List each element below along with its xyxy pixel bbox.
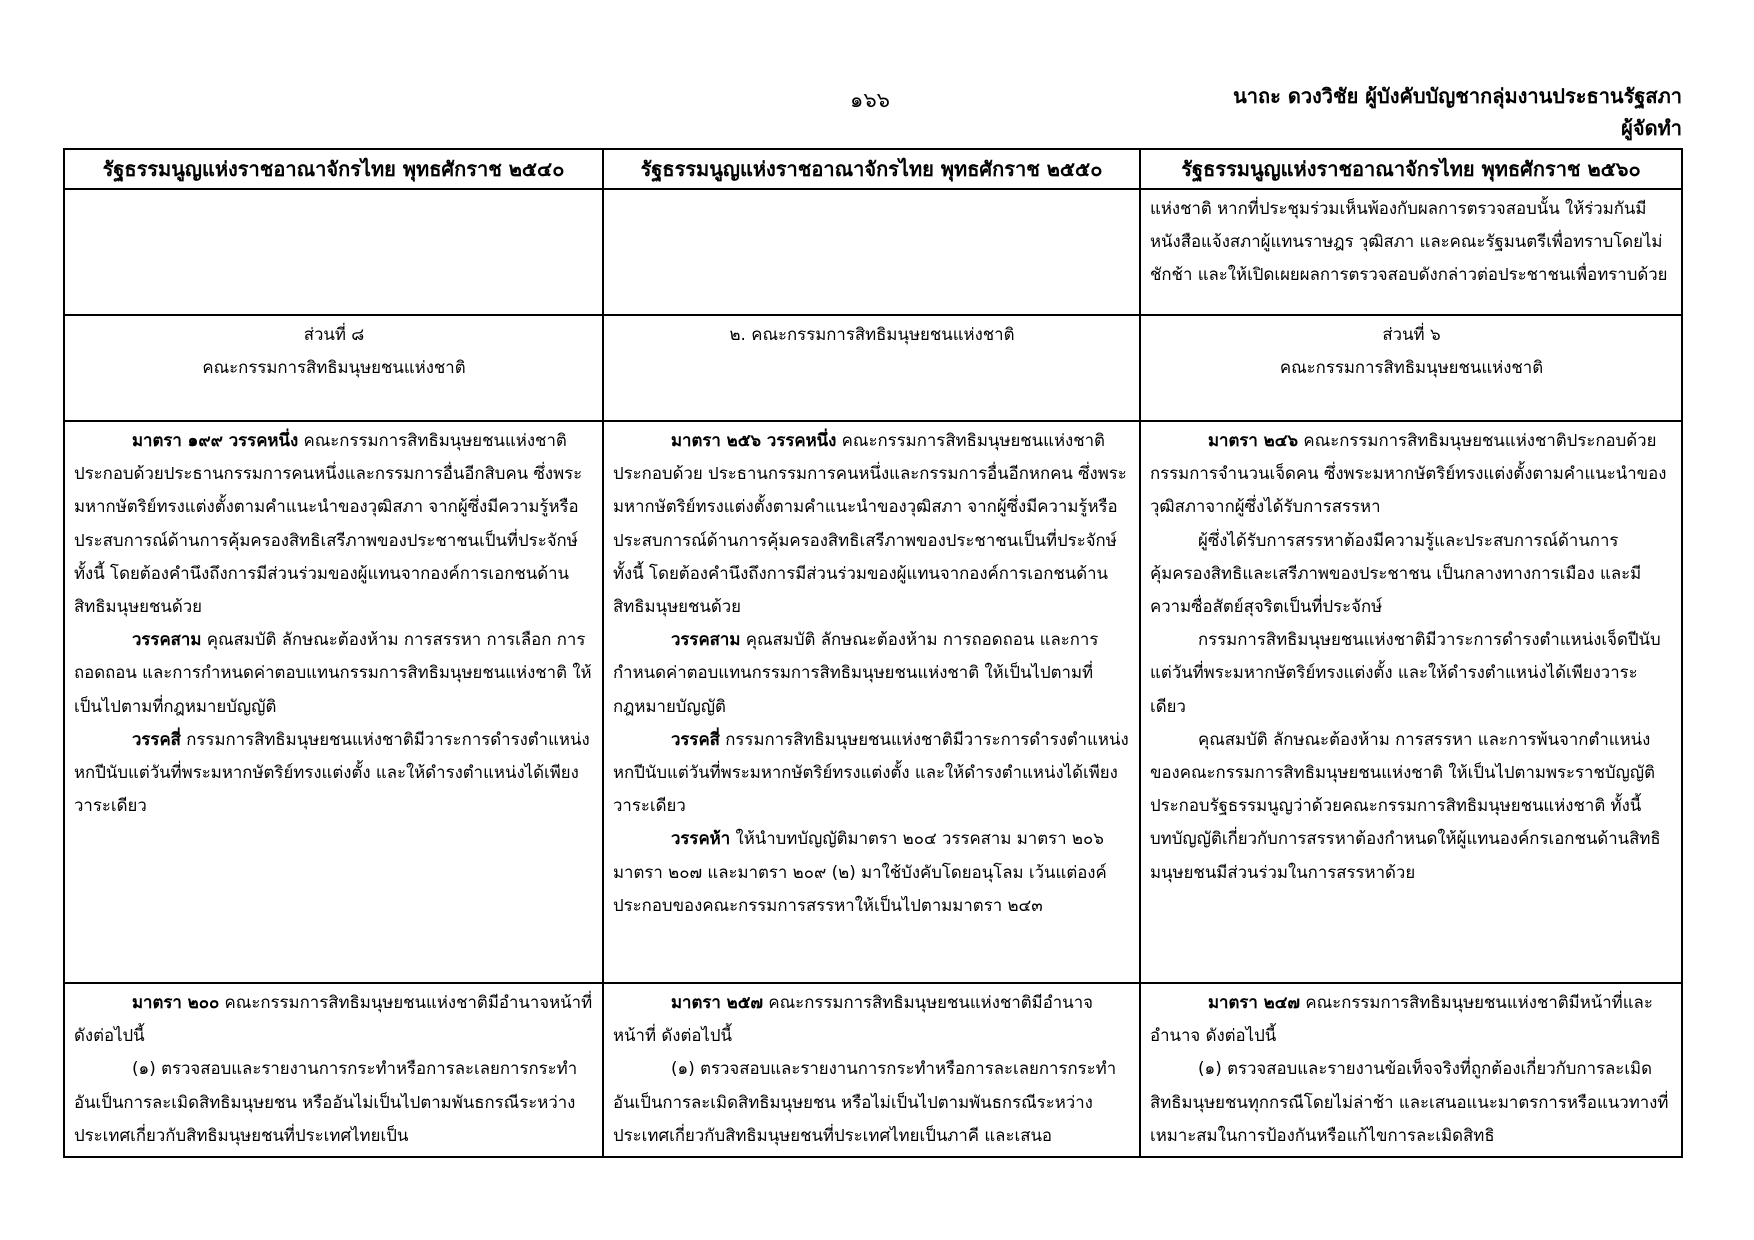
section-heading-cell [603,315,1140,421]
article-text: กรรมการสิทธิมนุษยชนแห่งชาติมีวาระการดำรงตำแหน่งหกปีนับแต่วันที่พระมหากษัตริย์ทรงแต่งตั้ง และให้ดำรงตำแหน่งได้เพียงวาระเดียว [74,728,590,816]
cell-text [64,983,603,1157]
section-title: คณะกรรมการสิทธิมนุษยชนแห่งชาติ [1279,357,1544,378]
paragraph [613,723,1131,823]
cell-text [1140,421,1682,983]
cell-empty [64,189,603,315]
table-row [64,421,1682,983]
paragraph: ผู้ซึ่งได้รับการสรรหาต้องมีความรู้และประสบการณ์ด้านการคุ้มครองสิทธิและเสรีภาพของประชาชน เป็นกลางทางการเมือง และมีความซื่อสัตย์สุจริตเป็นที่ประจักษ์ [1150,529,1642,617]
author-block [1233,80,1682,144]
column-header-2540: รัฐธรรมนูญแห่งราชอาณาจักรไทย พุทธศักราช ๒๕๔๐ [64,149,603,189]
section-title: คณะกรรมการสิทธิมนุษยชนแห่งชาติ [202,357,466,378]
section-number: ส่วนที่ ๖ [1382,324,1441,344]
section-heading-cell [1140,315,1682,421]
article-label: วรรคสาม [132,629,202,650]
article-text: กรรมการสิทธิมนุษยชนแห่งชาติมีวาระการดำรงตำแหน่งหกปีนับแต่วันที่พระมหากษัตริย์ทรงแต่งตั้ง และให้ดำรงตำแหน่งได้เพียงวาระเดียว [613,728,1129,816]
article-label: วรรคสาม [671,629,741,650]
article-text: คณะกรรมการสิทธิมนุษยชนแห่งชาติประกอบด้วยกรรมการจำนวนเจ็ดคน ซึ่งพระมหากษัตริย์ทรงแต่งตั้งตามคำแนะนำของวุฒิสภาจากผู้ซึ่งได้รับการสรรหา [1150,430,1667,517]
article-label: มาตรา ๒๔๖ [1208,430,1299,450]
article-text: ให้นำบทบัญญัติมาตรา ๒๐๔ วรรคสาม มาตรา ๒๐๖ มาตรา ๒๐๗ และมาตรา ๒๐๙ (๒) มาใช้บังคับโดยอนุโลม เว้นแต่องค์ประกอบของคณะกรรมการสรรหาให้เป็นไปตามมาตรา ๒๔๓ [613,828,1107,915]
table-row [64,983,1682,1157]
paragraph: (๑) ตรวจสอบและรายงานการกระทำหรือการละเลยการกระทำอันเป็นการละเมิดสิทธิมนุษยชน หรืออันไม่เป็นไปตามพันธกรณีระหว่างประเทศเกี่ยวกับสิทธิมนุษยชนที่ประเทศไทยเป็น [74,1058,578,1145]
article-label: มาตรา ๑๙๙ วรรคหนึ่ง [132,430,299,450]
section-heading-cell [64,315,603,421]
page-number: ๑๖๖ [850,88,890,112]
article-label: วรรคสี่ [132,728,181,749]
cell-text [1140,189,1682,315]
article-label: มาตรา ๒๕๖ วรรคหนึ่ง [671,430,837,450]
column-header-2560: รัฐธรรมนูญแห่งราชอาณาจักรไทย พุทธศักราช ๒๕๖๐ [1140,149,1682,189]
cell-text [64,421,603,983]
article-label: มาตรา ๒๕๗ [671,992,764,1012]
paragraph [74,623,594,723]
paragraph [74,986,594,1052]
paragraph: (๑) ตรวจสอบและรายงานการกระทำหรือการละเลยการกระทำอันเป็นการละเมิดสิทธิมนุษยชน หรือไม่เป็นไปตามพันธกรณีระหว่างประเทศเกี่ยวกับสิทธิมนุษยชนที่ประเทศไทยเป็นภาคี และเสนอ [613,1058,1117,1145]
article-text: คณะกรรมการสิทธิมนุษยชนแห่งชาติประกอบด้วยประธานกรรมการคนหนึ่งและกรรมการอื่นอีกสิบคน ซึ่งพระมหากษัตริย์ทรงแต่งตั้งตามคำแนะนำของวุฒิสภา จากผู้ซึ่งมีความรู้หรือประสบการณ์ด้านการคุ้มครองสิทธิเสรีภาพของประชาชนเป็นที่ประจักษ์ ทั้งนี้ โดยต้องคำนึงถึงการมีส่วนร่วมของผู้แทนจากองค์การเอกชนด้านสิทธิมนุษยชนด้วย [74,430,583,617]
author-role: ผู้จัดทำ [1621,116,1682,140]
cell-text [603,421,1140,983]
cell-empty [603,189,1140,315]
section-title: ๒. คณะกรรมการสิทธิมนุษยชนแห่งชาติ [729,324,1015,344]
article-label: วรรคสี่ [671,728,720,749]
article-text: คณะกรรมการสิทธิมนุษยชนแห่งชาติประกอบด้วย ประธานกรรมการคนหนึ่งและกรรมการอื่นอีกหกคน ซึ่งพระมหากษัตริย์ทรงแต่งตั้งตามคำแนะนำของวุฒิสภา จากผู้ซึ่งมีความรู้หรือประสบการณ์ด้านการคุ้มครองสิทธิเสรีภาพของประชาชนเป็นที่ประจักษ์ ทั้งนี้ โดยต้องคำนึงถึงการมีส่วนร่วมของผู้แทนจากองค์การเอกชนด้านสิทธิมนุษยชนด้วย [613,430,1127,617]
comparison-table [63,148,1683,1158]
paragraph [1150,424,1673,524]
table-row [64,189,1682,315]
section-number: ส่วนที่ ๘ [303,324,365,344]
paragraph [613,424,1131,623]
section-heading-row [64,315,1682,421]
paragraph: แห่งชาติ หากที่ประชุมร่วมเห็นพ้องกับผลการตรวจสอบนั้น ให้ร่วมกันมีหนังสือแจ้งสภาผู้แทนราษฎร วุฒิสภา และคณะรัฐมนตรีเพื่อทราบโดยไม่ชักช้า และให้เปิดเผยผลการตรวจสอบดังกล่าวต่อประชาชนเพื่อทราบด้วย [1150,198,1668,285]
paragraph [1150,986,1673,1052]
article-text: คณะกรรมการสิทธิมนุษยชนแห่งชาติมีอำนาจหน้าที่ ดังต่อไปนี้ [613,992,1093,1046]
article-label: วรรคห้า [671,828,731,849]
paragraph [74,424,594,623]
paragraph: คุณสมบัติ ลักษณะต้องห้าม การสรรหา และการพ้นจากตำแหน่งของคณะกรรมการสิทธิมนุษยชนแห่งชาติ ให้เป็นไปตามพระราชบัญญัติประกอบรัฐธรรมนูญว่าด้วยคณะกรรมการสิทธิมนุษยชนแห่งชาติ ทั้งนี้ บทบัญญัติเกี่ยวกับการสรรหาต้องกำหนดให้ผู้แทนองค์กรเอกชนด้านสิทธิมนุษยชนมีส่วนร่วมในการสรรหาด้วย [1150,728,1661,882]
author-name: นาถะ ดวงวิชัย ผู้บังคับบัญชากลุ่มงานประธานรัฐสภา [1233,84,1682,108]
paragraph [613,623,1131,723]
paragraph [613,986,1131,1052]
article-text: คณะกรรมการสิทธิมนุษยชนแห่งชาติมีอำนาจหน้าที่ ดังต่อไปนี้ [74,992,593,1046]
paragraph [613,822,1131,922]
paragraph: (๑) ตรวจสอบและรายงานข้อเท็จจริงที่ถูกต้องเกี่ยวกับการละเมิดสิทธิมนุษยชนทุกกรณีโดยไม่ล่าช้า และเสนอแนะมาตรการหรือแนวทางที่เหมาะสมในการป้องกันหรือแก้ไขการละเมิดสิทธิ [1150,1058,1669,1145]
paragraph [74,723,594,823]
article-text: คุณสมบัติ ลักษณะต้องห้าม การถอดถอน และการกำหนดค่าตอบแทนกรรมการสิทธิมนุษยชนแห่งชาติ ให้เป็นไปตามที่กฎหมายบัญญัติ [613,629,1099,716]
paragraph: กรรมการสิทธิมนุษยชนแห่งชาติมีวาระการดำรงตำแหน่งเจ็ดปีนับแต่วันที่พระมหากษัตริย์ทรงแต่งตั้ง และให้ดำรงตำแหน่งได้เพียงวาระเดียว [1150,629,1661,716]
column-header-2550: รัฐธรรมนูญแห่งราชอาณาจักรไทย พุทธศักราช ๒๕๕๐ [603,149,1140,189]
cell-text [1140,983,1682,1157]
table-header-row [64,149,1682,189]
cell-text [603,983,1140,1157]
article-label: มาตรา ๒๔๗ [1208,992,1301,1012]
article-label: มาตรา ๒๐๐ [132,992,220,1012]
article-text: คุณสมบัติ ลักษณะต้องห้าม การสรรหา การเลือก การถอดถอน และการกำหนดค่าตอบแทนกรรมการสิทธิมนุษยชนแห่งชาติ ให้เป็นไปตามที่กฎหมายบัญญัติ [74,629,592,716]
article-text: คณะกรรมการสิทธิมนุษยชนแห่งชาติมีหน้าที่และอำนาจ ดังต่อไปนี้ [1150,992,1653,1046]
